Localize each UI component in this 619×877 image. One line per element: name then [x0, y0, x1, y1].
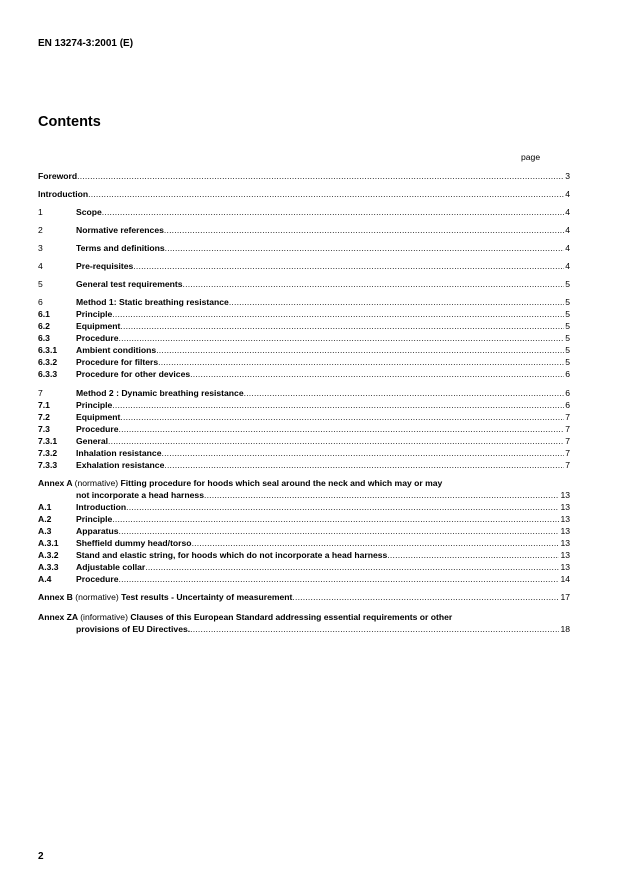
toc-entry-page: 18: [560, 624, 570, 634]
leader-dots: [387, 550, 559, 561]
toc-entry-7-3[interactable]: [38, 424, 570, 435]
toc-entry-number: 1: [38, 207, 43, 217]
toc-entry-label: Terms and definitions: [76, 243, 165, 253]
leader-dots: [190, 624, 559, 635]
toc-entry-number: 7.3.3: [38, 460, 58, 470]
toc-entry-a-1[interactable]: [38, 502, 570, 513]
toc-entry-7-3-1[interactable]: [38, 436, 570, 447]
toc-entry-6-2[interactable]: [38, 321, 570, 332]
toc-entry-page: 5: [565, 333, 570, 343]
leader-dots: [119, 574, 560, 585]
toc-entry-label: Foreword: [38, 171, 78, 181]
leader-dots: [192, 538, 560, 549]
annex-b-title: [38, 592, 292, 603]
leader-dots: [164, 225, 564, 236]
leader-dots: [156, 345, 564, 356]
toc-entry-a-3-3[interactable]: [38, 562, 570, 573]
toc-entry-page: 6: [565, 388, 570, 398]
toc-entry-6-3-2[interactable]: [38, 357, 570, 368]
toc-entry-a-3[interactable]: [38, 526, 570, 537]
toc-entry-label: Equipment: [76, 321, 121, 331]
annex-b-type: (normative): [75, 592, 119, 602]
toc-entry-page: 7: [565, 436, 570, 446]
toc-entry-6-3[interactable]: [38, 333, 570, 344]
toc-entry-page: 13: [560, 514, 570, 524]
toc-entry-7-2[interactable]: [38, 412, 570, 423]
leader-dots: [145, 562, 559, 573]
leader-dots: [229, 297, 564, 308]
toc-annex-za-heading[interactable]: [38, 612, 570, 623]
page-title: Contents: [38, 114, 101, 130]
toc-entry-number: 4: [38, 261, 43, 271]
toc-entry-label: Procedure: [76, 333, 119, 343]
toc-entry-page: 13: [560, 562, 570, 572]
leader-dots: [126, 502, 559, 513]
toc-entry-page: 3: [565, 171, 570, 181]
annex-za-line1: Clauses of this European Standard addressing essential requirements or other: [130, 612, 453, 622]
toc-entry-page: 13: [560, 502, 570, 512]
toc-entry-number: 7: [38, 388, 43, 398]
toc-entry-number: A.3.1: [38, 538, 59, 548]
toc-entry-label: Adjustable collar: [76, 562, 146, 572]
toc-entry-label: Sheffield dummy head/torso: [76, 538, 192, 548]
toc-entry-number: 7.3: [38, 424, 50, 434]
toc-entry-label: Stand and elastic string, for hoods which do not incorporate a head harness: [76, 550, 388, 560]
leader-dots: [119, 526, 560, 537]
toc-entry-page: 13: [560, 526, 570, 536]
annex-a-type: (normative): [74, 478, 119, 488]
toc-entry-number: 7.1: [38, 400, 50, 410]
toc-entry-label: Exhalation resistance: [76, 460, 165, 470]
leader-dots: [102, 207, 564, 218]
toc-entry-a-4[interactable]: [38, 574, 570, 585]
annex-b-label: Test results - Uncertainty of measurement: [121, 592, 293, 602]
leader-dots: [133, 261, 564, 272]
toc-entry-page: 7: [565, 460, 570, 470]
toc-entry-page: 4: [565, 225, 570, 235]
toc-entry-number: A.3.2: [38, 550, 59, 560]
toc-entry-label: Procedure for filters: [76, 357, 159, 367]
toc-entry-introduction[interactable]: [38, 189, 570, 200]
toc-entry-page: 13: [560, 550, 570, 560]
toc-entry-number: 6.2: [38, 321, 50, 331]
toc-entry-label: Introduction: [76, 502, 127, 512]
toc-entry-number: A.3: [38, 526, 52, 536]
leader-dots: [77, 171, 564, 182]
toc-entry-page: 14: [560, 574, 570, 584]
toc-entry-number: A.3.3: [38, 562, 59, 572]
toc-entry-label: General test requirements: [76, 279, 183, 289]
leader-dots: [183, 279, 565, 290]
toc-entry-label: Ambient conditions: [76, 345, 157, 355]
toc-entry-number: 6.3.3: [38, 369, 58, 379]
annex-a-title: [38, 478, 442, 489]
toc-entry-page: 5: [565, 279, 570, 289]
toc-entry-page: 13: [560, 538, 570, 548]
toc-entry-page: 13: [560, 490, 570, 500]
document-id: EN 13274-3:2001 (E): [38, 38, 134, 49]
leader-dots: [165, 243, 565, 254]
toc-entry-6[interactable]: [38, 297, 570, 308]
leader-dots: [292, 592, 559, 603]
toc-entry-page: 6: [565, 369, 570, 379]
annex-za-title: [38, 612, 452, 623]
annex-za-prefix: Annex ZA: [38, 612, 78, 622]
toc-entry-7-3-3[interactable]: [38, 460, 570, 471]
toc-entry-label: Procedure: [76, 424, 119, 434]
annex-za-line2: provisions of EU Directives.: [76, 624, 191, 634]
toc-entry-number: 6.1: [38, 309, 50, 319]
leader-dots: [112, 400, 564, 411]
toc-entry-7[interactable]: [38, 388, 570, 399]
toc-entry-number: 6.3.1: [38, 345, 58, 355]
toc-entry-label: Method 1: Static breathing resistance: [76, 297, 229, 307]
toc-entry-6-1[interactable]: [38, 309, 570, 320]
leader-dots: [108, 436, 564, 447]
annex-a-prefix: Annex A: [38, 478, 73, 488]
toc-entry-page: 7: [565, 448, 570, 458]
leader-dots: [112, 309, 564, 320]
toc-entry-page: 5: [565, 345, 570, 355]
toc-entry-label: Scope: [76, 207, 102, 217]
toc-entry-label: Principle: [76, 514, 113, 524]
toc-entry-label: Introduction: [38, 189, 89, 199]
toc-entry-foreword[interactable]: [38, 171, 570, 182]
toc-entry-page: 7: [565, 412, 570, 422]
toc-entry-page: 4: [565, 207, 570, 217]
toc-entry-page: 4: [565, 243, 570, 253]
leader-dots: [162, 448, 565, 459]
toc-annex-za-line2[interactable]: [38, 624, 570, 635]
toc-entry-label: Procedure for other devices: [76, 369, 191, 379]
toc-entry-number: 7.2: [38, 412, 50, 422]
toc-entry-page: 7: [565, 424, 570, 434]
leader-dots: [120, 412, 564, 423]
toc-annex-b[interactable]: [38, 592, 570, 603]
toc-entry-label: Principle: [76, 400, 113, 410]
toc-annex-a-line2[interactable]: [38, 490, 570, 501]
leader-dots: [120, 321, 564, 332]
toc-entry-a-2[interactable]: [38, 514, 570, 525]
page-number: 2: [38, 851, 44, 862]
leader-dots: [244, 388, 565, 399]
toc-entry-2[interactable]: [38, 225, 570, 236]
toc-entry-page: 17: [560, 592, 570, 602]
toc-entry-page: 5: [565, 321, 570, 331]
annex-a-line2: not incorporate a head harness: [76, 490, 204, 500]
page-column-label: page: [521, 152, 541, 162]
toc-annex-a-heading[interactable]: [38, 478, 570, 489]
toc-entry-number: A.2: [38, 514, 52, 524]
leader-dots: [119, 424, 565, 435]
toc-entry-7-1[interactable]: [38, 400, 570, 411]
toc-entry-7-3-2[interactable]: [38, 448, 570, 459]
toc-entry-4[interactable]: [38, 261, 570, 272]
toc-entry-number: 6.3: [38, 333, 50, 343]
toc-entry-page: 6: [565, 400, 570, 410]
toc-entry-page: 4: [565, 261, 570, 271]
toc-entry-a-3-1[interactable]: [38, 538, 570, 549]
toc-entry-page: 4: [565, 189, 570, 199]
toc-entry-label: Normative references: [76, 225, 164, 235]
toc-entry-page: 5: [565, 309, 570, 319]
toc-entry-page: 5: [565, 297, 570, 307]
toc-entry-label: Apparatus: [76, 526, 119, 536]
toc-entry-1[interactable]: [38, 207, 570, 218]
toc-entry-3[interactable]: [38, 243, 570, 254]
leader-dots: [112, 514, 559, 525]
toc-entry-number: A.1: [38, 502, 52, 512]
annex-b-prefix: Annex B: [38, 592, 73, 602]
toc-entry-number: 7.3.2: [38, 448, 58, 458]
toc-entry-label: Principle: [76, 309, 113, 319]
annex-za-type: (informative): [80, 612, 128, 622]
toc-entry-a-3-2[interactable]: [38, 550, 570, 561]
toc-entry-number: 7.3.1: [38, 436, 58, 446]
toc-entry-page: 5: [565, 357, 570, 367]
toc-entry-label: Inhalation resistance: [76, 448, 162, 458]
toc-entry-number: 6: [38, 297, 43, 307]
leader-dots: [204, 490, 559, 501]
toc-entry-label: Pre-requisites: [76, 261, 134, 271]
toc-entry-5[interactable]: [38, 279, 570, 290]
leader-dots: [88, 189, 564, 200]
annex-a-line1: Fitting procedure for hoods which seal around the neck and which may or may: [120, 478, 443, 488]
toc-entry-label: Equipment: [76, 412, 121, 422]
toc-entry-label: Procedure: [76, 574, 119, 584]
toc-entry-number: 5: [38, 279, 43, 289]
toc-entry-label: General: [76, 436, 109, 446]
leader-dots: [190, 369, 564, 380]
toc-entry-label: Method 2 : Dynamic breathing resistance: [76, 388, 244, 398]
toc-entry-number: 6.3.2: [38, 357, 58, 367]
toc-entry-number: 3: [38, 243, 43, 253]
leader-dots: [119, 333, 565, 344]
toc-entry-number: 2: [38, 225, 43, 235]
toc-entry-6-3-3[interactable]: [38, 369, 570, 380]
toc-entry-6-3-1[interactable]: [38, 345, 570, 356]
toc-entry-number: A.4: [38, 574, 52, 584]
leader-dots: [158, 357, 564, 368]
leader-dots: [164, 460, 564, 471]
